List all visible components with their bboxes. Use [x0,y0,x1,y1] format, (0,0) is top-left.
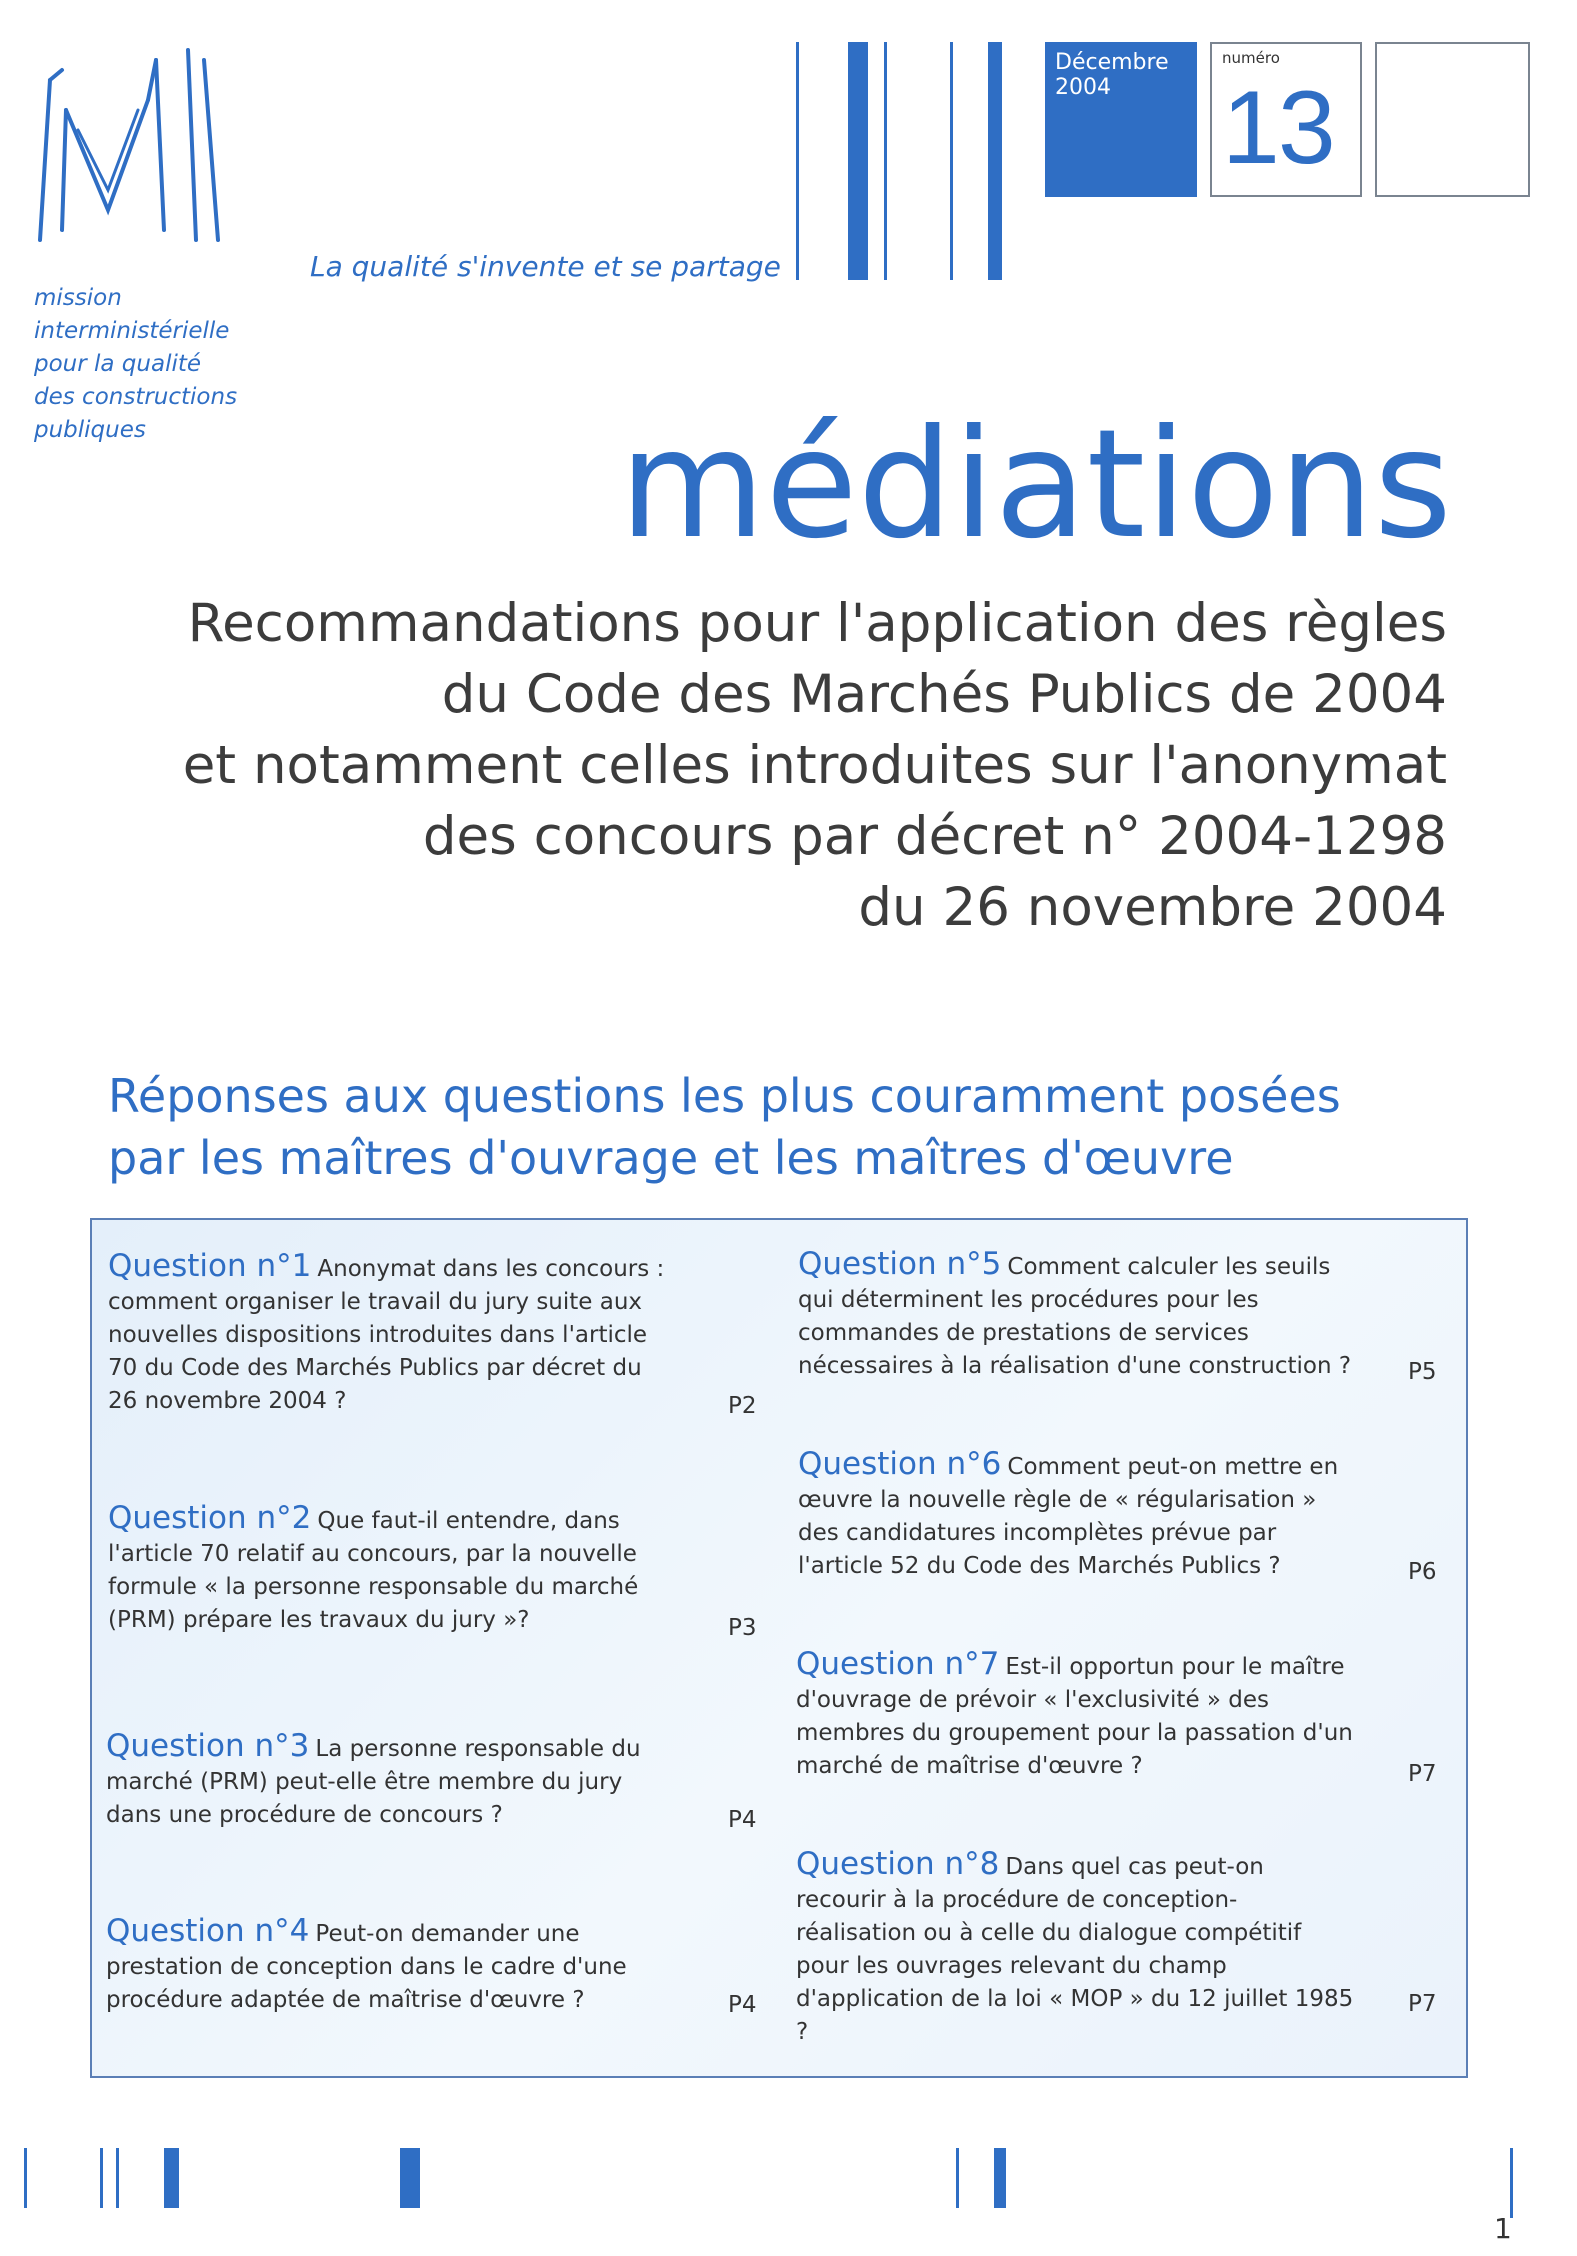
toc-item-question-2[interactable] [108,1500,757,1641]
issue-number-label: numéro [1222,49,1280,67]
page-reference: P7 [1408,1761,1437,1787]
section-heading-line: Réponses aux questions les plus couramment posées [108,1069,1341,1123]
question-number: Question n°1 [108,1248,312,1284]
table-of-contents [90,1218,1468,2078]
decorative-bar [884,42,887,280]
decorative-bar [848,42,868,280]
decorative-bar [994,2148,1006,2208]
decorative-bar [1510,2148,1513,2218]
subtitle-line: Recommandations pour l'application des règles [187,593,1447,654]
issue-year: 2004 [1055,75,1111,100]
question-text: Comment calculer les seuils qui déterminent les procédures pour les commandes de prestations de services nécessaires à la réalisation d'une construction ? [798,1254,1352,1379]
section-heading [108,1065,1341,1189]
toc-item-question-4[interactable] [106,1913,757,2018]
subtitle-line: et notamment celles introduites sur l'anonymat [182,735,1447,796]
subtitle [27,588,1447,943]
question-text: Comment peut-on mettre en œuvre la nouvelle règle de « régularisation » des candidatures incomplètes prévue par l'article 52 du Code des Marchés Publics ? [798,1454,1339,1579]
question-text: Anonymat dans les concours : comment organiser le travail du jury suite aux nouvelles dispositions introduites dans l'article 70 du Code des Marchés Publics par décret du 26 novembre 2004 ? [108,1256,665,1414]
organization-name [34,282,237,447]
decorative-bar [400,2148,420,2208]
question-number: Question n°8 [796,1846,1000,1882]
decorative-bar [956,2148,959,2208]
question-text: Que faut-il entendre, dans l'article 70 relatif au concours, par la nouvelle formule « la personne responsable du marché (PRM) prépare les travaux du jury »? [108,1508,639,1633]
issue-date-box [1045,42,1197,197]
question-number: Question n°7 [796,1646,1000,1682]
decorative-bar [100,2148,103,2208]
question-number: Question n°2 [108,1500,312,1536]
page-reference: P4 [728,1807,757,1833]
question-number: Question n°5 [798,1246,1002,1282]
issue-number: 13 [1222,70,1334,186]
organization-line: interministérielle [34,318,230,344]
decorative-bar [950,42,953,280]
question-number: Question n°4 [106,1913,310,1949]
toc-item-question-3[interactable] [106,1728,757,1833]
organization-line: pour la qualité [34,351,202,377]
empty-frame-box [1375,42,1530,197]
toc-item-question-1[interactable] [108,1248,757,1419]
magazine-title: médiations [619,398,1452,572]
subtitle-line: du 26 novembre 2004 [858,877,1447,938]
toc-item-question-8[interactable] [796,1846,1437,2049]
toc-item-question-6[interactable] [798,1446,1437,1585]
question-number: Question n°3 [106,1728,310,1764]
decorative-bar [116,2148,119,2208]
question-text: Est-il opportun pour le maître d'ouvrage de prévoir « l'exclusivité » des membres du groupement pour la passation d'un marché de maîtrise d'œuvre ? [796,1654,1353,1779]
question-text: Peut-on demander une prestation de conception dans le cadre d'une procédure adaptée de maîtrise d'œuvre ? [106,1921,627,2013]
page-reference: P4 [728,1992,757,2018]
decorative-bar [164,2148,179,2208]
page-reference: P6 [1408,1559,1437,1585]
page-number: 1 [1494,2212,1512,2245]
question-text: La personne responsable du marché (PRM) peut-elle être membre du jury dans une procédure de concours ? [106,1736,641,1828]
organization-line: des constructions [34,384,238,410]
question-number: Question n°6 [798,1446,1002,1482]
mission-logo [28,40,238,270]
toc-item-question-7[interactable] [796,1646,1437,1787]
page-reference: P2 [728,1393,757,1419]
issue-number-box [1210,42,1362,197]
section-heading-line: par les maîtres d'ouvrage et les maîtres d'œuvre [108,1131,1234,1185]
subtitle-line: des concours par décret n° 2004-1298 [422,806,1447,867]
toc-item-question-5[interactable] [798,1246,1437,1385]
subtitle-line: du Code des Marchés Publics de 2004 [441,664,1447,725]
decorative-bar [24,2148,27,2208]
organization-line: publiques [34,417,146,443]
organization-line: mission [34,285,122,311]
question-text: Dans quel cas peut-on recourir à la procédure de conception-réalisation ou à celle du dialogue compétitif pour les ouvrages relevant du champ d'application de la loi « MOP » du 12 juillet 1985 ? [796,1854,1354,2045]
decorative-bar [988,42,1002,280]
page-reference: P7 [1408,1991,1437,2017]
page-reference: P3 [728,1615,757,1641]
issue-month: Décembre [1055,50,1169,75]
page-reference: P5 [1408,1359,1437,1385]
decorative-bar [796,42,799,280]
tagline: La qualité s'invente et se partage [310,250,781,283]
